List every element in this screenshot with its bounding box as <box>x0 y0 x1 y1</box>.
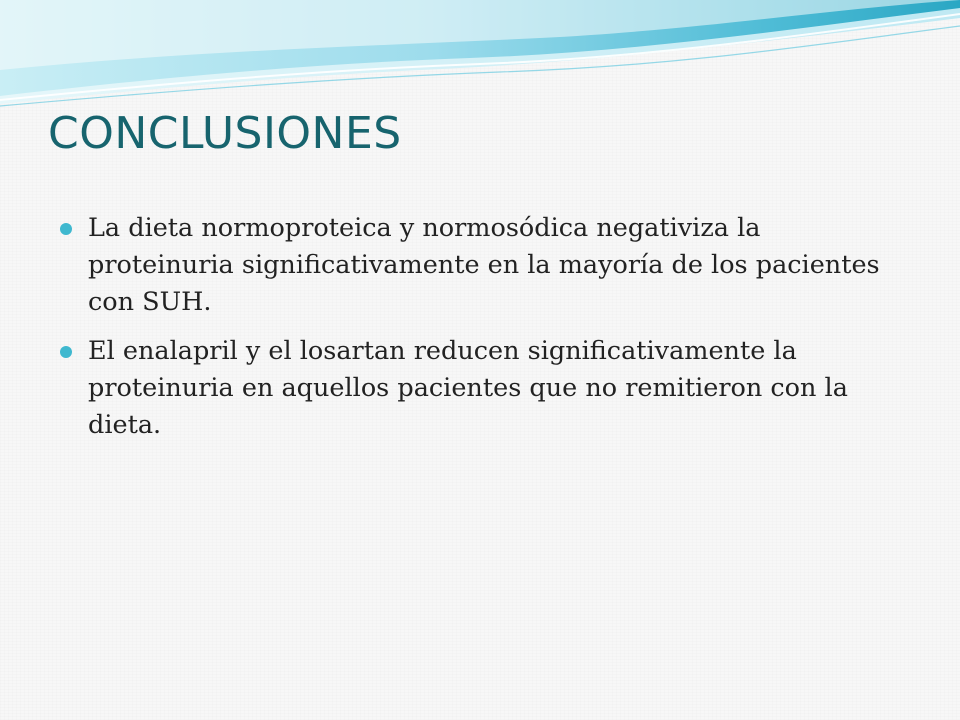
bullet-text: La dieta normoproteica y normosódica negativiza la proteinuria significativamente en la mayoría de los pacientes con SUH. <box>88 213 880 317</box>
bullet-text: El enalapril y el losartan reducen significativamente la proteinuria en aquellos pacientes que no remitieron con la dieta. <box>88 336 848 440</box>
bullet-item <box>60 210 880 321</box>
bullet-list <box>60 210 880 456</box>
wave-header-decoration <box>0 0 960 110</box>
bullet-dot-icon <box>60 346 72 358</box>
slide-title: CONCLUSIONES <box>48 108 402 159</box>
bullet-item <box>60 333 880 444</box>
bullet-dot-icon <box>60 223 72 235</box>
